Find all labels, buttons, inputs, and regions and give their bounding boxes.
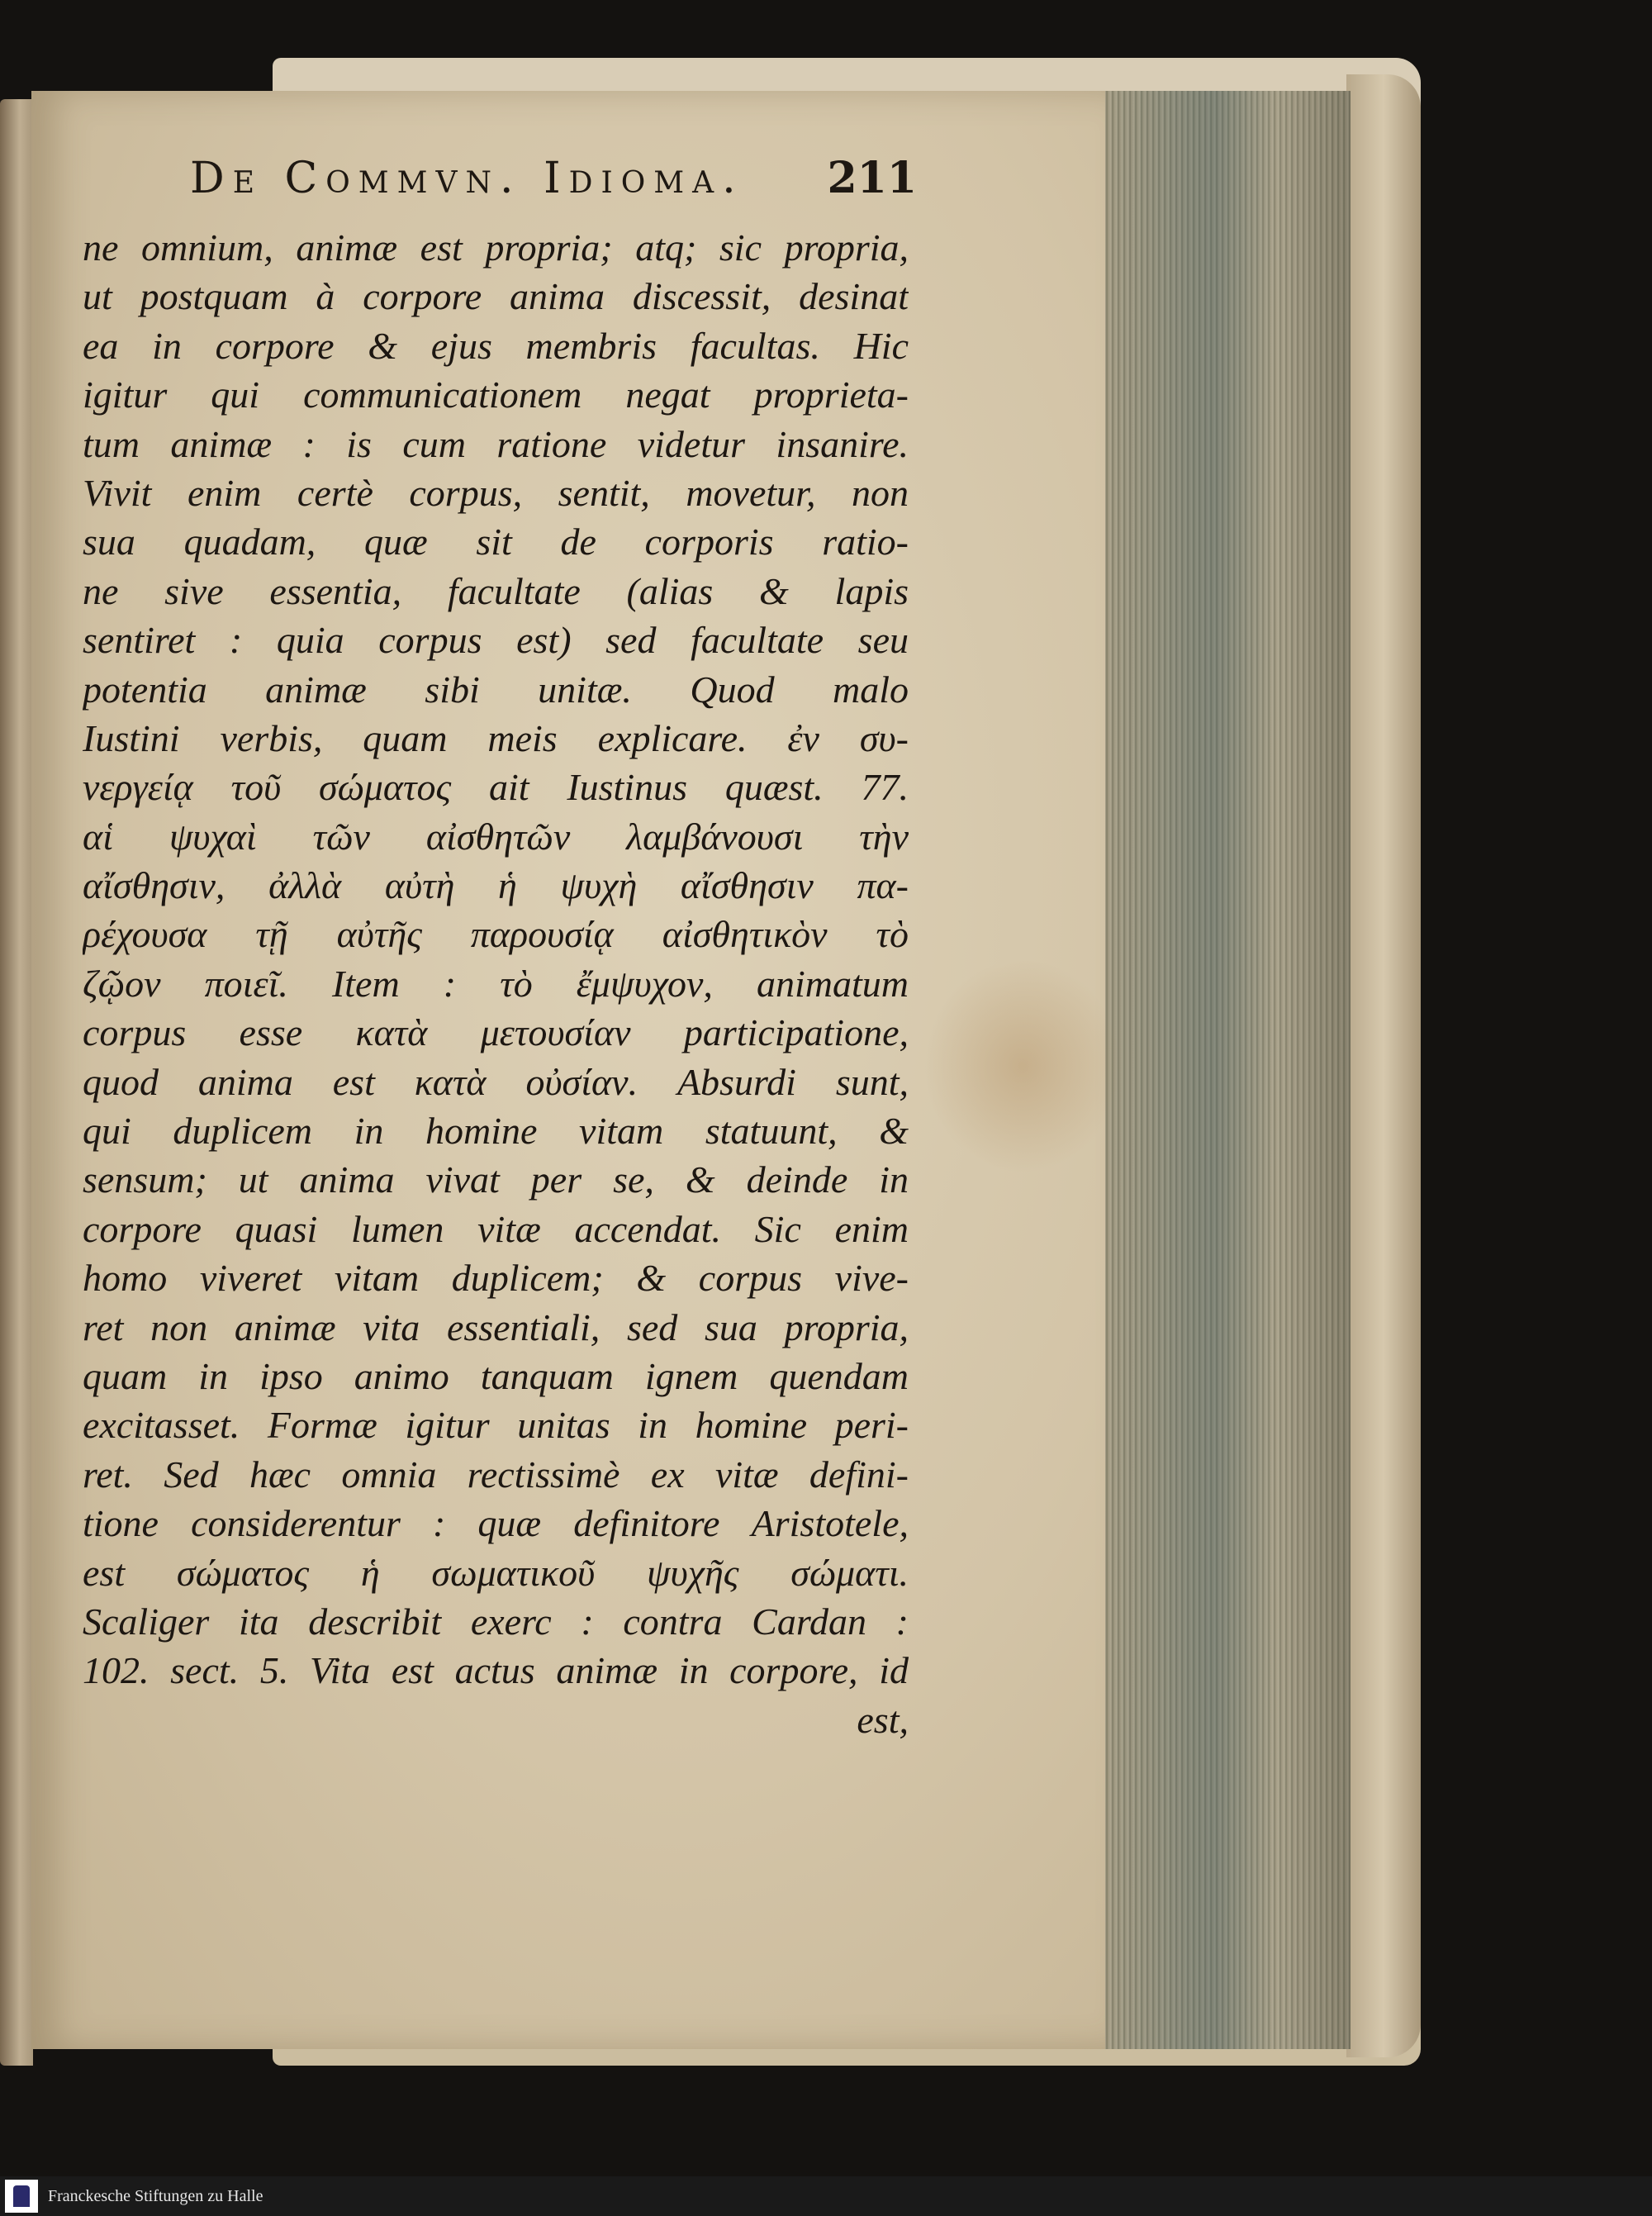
- text-line: potentia animæ sibi unitæ. Quod malo: [83, 668, 909, 711]
- facing-page-edge: [0, 99, 33, 2066]
- text-line: homo viveret vitam duplicem; & corpus vive-: [83, 1257, 909, 1300]
- text-line: ret non animæ vita essentiali, sed sua propria,: [83, 1305, 909, 1348]
- text-line: sensum; ut anima vivat per se, & deinde in: [83, 1158, 909, 1201]
- text-line: ret. Sed hæc omnia rectissimè ex vitæ defini-: [83, 1453, 909, 1496]
- page-header: [190, 153, 917, 227]
- footer-label: Franckesche Stiftungen zu Halle: [48, 2186, 263, 2205]
- text-line: αἱ ψυχαὶ τῶν αἰσθητῶν λαμβάνουσι τὴν: [83, 815, 909, 858]
- text-line: qui duplicem in homine vitam statuunt, &: [83, 1110, 909, 1153]
- text-line: igitur qui communicationem negat proprieta-: [83, 373, 909, 416]
- running-head: De Commvn. Idioma.: [190, 154, 744, 203]
- text-line: sua quadam, quæ sit de corporis ratio-: [83, 521, 909, 564]
- text-line: sentiret : quia corpus est) sed facultate seu: [83, 619, 909, 662]
- text-line: tione considerentur : quæ definitore Aristotele,: [83, 1502, 909, 1545]
- text-line: 102. sect. 5. Vita est actus animæ in corpore, id: [83, 1649, 909, 1692]
- text-line: excitasset. Formæ igitur unitas in homine peri-: [83, 1404, 909, 1447]
- text-line: est σώματος ἡ σωματικοῦ ψυχῆς σώματι.: [83, 1551, 909, 1594]
- page-stain: [923, 958, 1122, 1173]
- text-line: ζῷον ποιεῖ. Item : τὸ ἔμψυχον, animatum: [83, 962, 909, 1005]
- text-line: quam in ipso animo tanquam ignem quendam: [83, 1354, 909, 1397]
- page-number: 211: [827, 153, 917, 203]
- book-cover-edge: [1346, 74, 1421, 2057]
- text-line: ne sive essentia, facultate (alias & lapis: [83, 569, 909, 612]
- text-line: Vivit enim certè corpus, sentit, movetur, non: [83, 471, 909, 514]
- footer-bar: [0, 2176, 1652, 2216]
- text-line: Scaliger ita describit exerc : contra Cardan :: [83, 1600, 909, 1643]
- text-line: αἴσθησιν, ἀλλὰ αὐτὴ ἡ ψυχὴ αἴσθησιν πα-: [83, 864, 909, 907]
- text-line: tum animæ : is cum ratione videtur insanire.: [83, 422, 909, 465]
- text-line: ut postquam à corpore anima discessit, desinat: [83, 275, 909, 318]
- text-line: νεργείᾳ τοῦ σώματος ait Iustinus quæst. 77.: [83, 766, 909, 809]
- text-line: ρέχουσα τῇ αὐτῆς παρουσίᾳ αἰσθητικὸν τὸ: [83, 913, 909, 956]
- page-body-text: [83, 223, 909, 1744]
- text-line: quod anima est κατὰ οὐσίαν. Absurdi sunt,: [83, 1060, 909, 1103]
- institution-logo-icon: [5, 2180, 38, 2213]
- text-line: Iustini verbis, quam meis explicare. ἐν συ-: [83, 716, 909, 759]
- text-line: corpore quasi lumen vitæ accendat. Sic enim: [83, 1207, 909, 1250]
- text-line: ea in corpore & ejus membris facultas. Hic: [83, 324, 909, 367]
- text-line: est,: [857, 1698, 909, 1741]
- text-line: corpus esse κατὰ μετουσίαν participatione,: [83, 1011, 909, 1054]
- text-line: ne omnium, animæ est propria; atq; sic propria,: [83, 226, 909, 269]
- fore-edge-shading: [1103, 91, 1351, 2049]
